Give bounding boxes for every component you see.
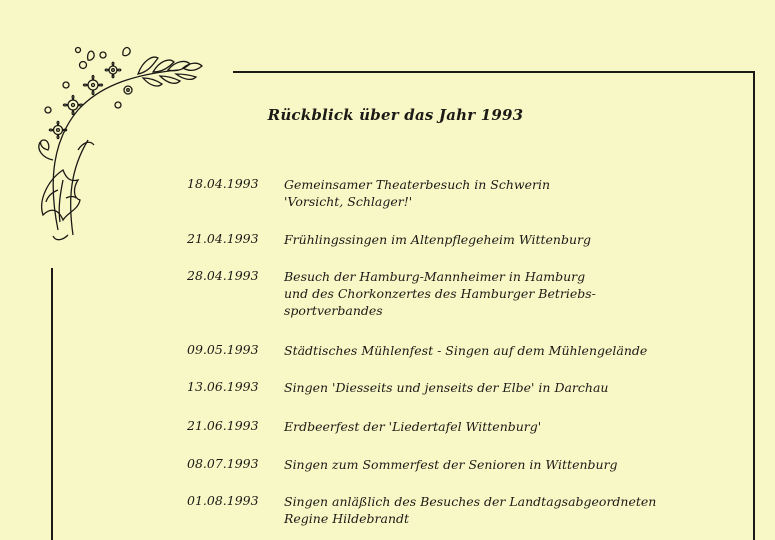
entry-date: 28.04.1993 — [187, 268, 259, 283]
entry-line: Singen anläßlich des Besuches der Landtagsabgeordneten — [284, 494, 657, 509]
entry-line: Singen 'Diesseits und jenseits der Elbe' in Darchau — [284, 380, 609, 395]
entry-description — [284, 493, 704, 527]
entry-description — [284, 342, 704, 359]
entry-description — [284, 231, 704, 248]
frame-left-line — [51, 268, 53, 540]
entry-date: 21.06.1993 — [187, 418, 259, 433]
entry-line: Erdbeerfest der 'Liedertafel Wittenburg' — [284, 419, 542, 434]
entry-description — [284, 268, 704, 319]
entry-line: Frühlingssingen im Altenpflegeheim Wittenburg — [284, 232, 591, 247]
entry-line: 'Vorsicht, Schlager!' — [284, 194, 413, 209]
page-title: Rückblick über das Jahr 1993 — [267, 106, 524, 124]
entry-line: Städtisches Mühlenfest - Singen auf dem Mühlengelände — [284, 343, 648, 358]
entry-line: Besuch der Hamburg-Mannheimer in Hamburg — [284, 269, 586, 284]
entry-description — [284, 176, 704, 210]
entry-date: 01.08.1993 — [187, 493, 259, 508]
entry-date: 13.06.1993 — [187, 379, 259, 394]
entry-description — [284, 379, 704, 396]
frame-top-line — [233, 71, 755, 73]
entry-description — [284, 456, 704, 473]
entry-description — [284, 418, 704, 435]
frame-right-line — [753, 71, 755, 540]
entry-line: und des Chorkonzertes des Hamburger Betriebs- — [284, 286, 596, 301]
entry-line: sportverbandes — [284, 303, 383, 318]
entry-date: 09.05.1993 — [187, 342, 259, 357]
floral-ornament-icon — [18, 30, 208, 245]
entry-line: Regine Hildebrandt — [284, 511, 410, 526]
entry-line: Singen zum Sommerfest der Senioren in Wittenburg — [284, 457, 618, 472]
entry-date: 08.07.1993 — [187, 456, 259, 471]
entry-date: 18.04.1993 — [187, 176, 259, 191]
entry-date: 21.04.1993 — [187, 231, 259, 246]
entry-line: Gemeinsamer Theaterbesuch in Schwerin — [284, 177, 551, 192]
